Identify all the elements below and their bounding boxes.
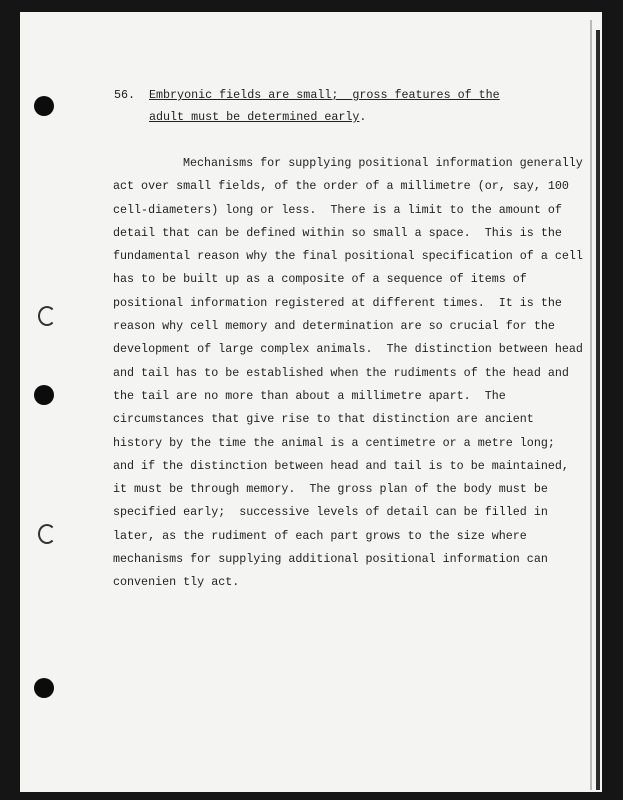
text-line: fundamental reason why the final positional specification of a cell (113, 249, 583, 264)
text-line: circumstances that give rise to that distinction are ancient (113, 412, 534, 427)
page-edge-shadow (590, 20, 592, 790)
punch-hole-partial (38, 524, 56, 544)
heading-line: Embryonic fields are small; gross features of the (149, 88, 500, 102)
text-line: specified early; successive levels of detail can be filled in (113, 505, 548, 520)
punch-hole (34, 96, 54, 116)
text-line: and tail has to be established when the rudiments of the head and (113, 365, 569, 380)
punch-hole (34, 678, 54, 698)
text-line: history by the time the animal is a centimetre or a metre long; (113, 435, 555, 450)
text-line: Mechanisms for supplying positional information generally (183, 156, 583, 170)
text-line: it must be through memory. The gross plan of the body must be (113, 482, 548, 497)
text-line: detail that can be defined within so small a space. This is the (113, 225, 562, 240)
text-line: positional information registered at different times. It is the (113, 295, 562, 310)
section-number: 56. (114, 88, 136, 102)
page-edge (596, 30, 600, 790)
punch-hole-partial (38, 306, 56, 326)
section-heading (149, 84, 500, 128)
text-line: and if the distinction between head and tail is to be maintained, (113, 458, 569, 473)
punch-hole (34, 385, 54, 405)
text-line: has to be built up as a composite of a sequence of items of (113, 272, 527, 287)
text-line: mechanisms for supplying additional positional information can (113, 552, 548, 567)
text-line: the tail are no more than about a millimetre apart. The (113, 388, 506, 403)
text-line: cell-diameters) long or less. There is a limit to the amount of (113, 202, 562, 217)
heading-line: adult must be determined early (149, 110, 360, 124)
text-line: reason why cell memory and determination are so crucial for the (113, 319, 555, 334)
text-line: convenien tly act. (113, 575, 240, 590)
body-paragraph (113, 152, 583, 595)
text-line: later, as the rudiment of each part grows to the size where (113, 528, 527, 543)
heading-period: . (359, 110, 367, 124)
text-line: act over small fields, of the order of a millimetre (or, say, 100 (113, 179, 569, 194)
text-line: development of large complex animals. The distinction between head (113, 342, 583, 357)
